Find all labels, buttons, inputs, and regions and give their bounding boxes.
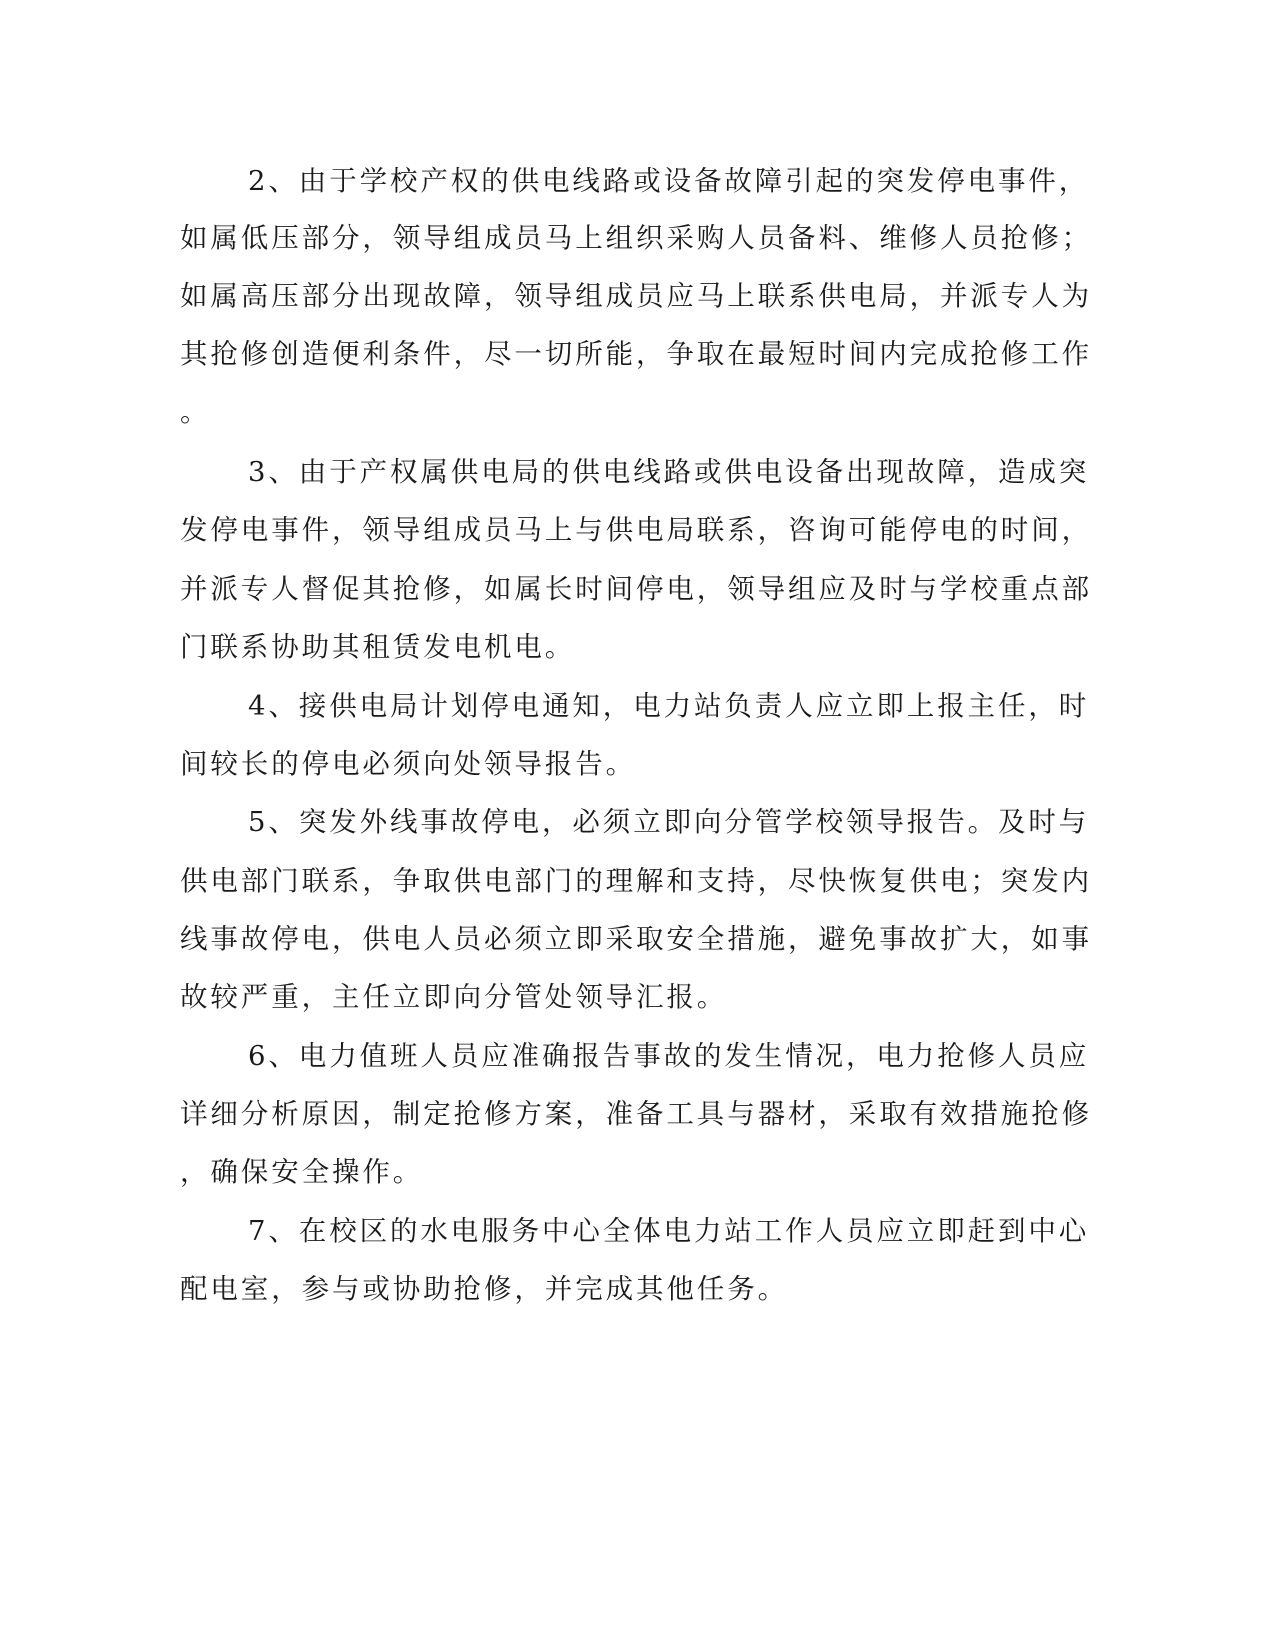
text-line: 如属高压部分出现故障，领导组成员应马上联系供电局，并派专人为 bbox=[180, 280, 1092, 312]
text-line: 6、电力值班人员应准确报告事故的发生情况，电力抢修人员应 bbox=[248, 1040, 1090, 1072]
text-line: 。 bbox=[180, 396, 211, 428]
text-line: 配电室，参与或协助抢修，并完成其他任务。 bbox=[180, 1273, 788, 1305]
text-line: 故较严重，主任立即向分管处领导汇报。 bbox=[180, 981, 728, 1013]
text-line: 发停电事件，领导组成员马上与供电局联系，咨询可能停电的时间， bbox=[180, 514, 1092, 546]
text-line: 门联系协助其租赁发电机电。 bbox=[180, 631, 576, 663]
text-line: 并派专人督促其抢修，如属长时间停电，领导组应及时与学校重点部 bbox=[180, 573, 1092, 605]
text-line: ，确保安全操作。 bbox=[180, 1156, 424, 1188]
text-line: 其抢修创造便利条件，尽一切所能，争取在最短时间内完成抢修工作 bbox=[180, 338, 1092, 370]
text-line: 供电部门联系，争取供电部门的理解和支持，尽快恢复供电；突发内 bbox=[180, 865, 1092, 897]
text-line: 5、突发外线事故停电，必须立即向分管学校领导报告。及时与 bbox=[248, 806, 1090, 838]
text-line: 如属低压部分，领导组成员马上组织采购人员备料、维修人员抢修； bbox=[180, 222, 1092, 254]
text-line: 4、接供电局计划停电通知，电力站负责人应立即上报主任，时 bbox=[248, 690, 1090, 722]
text-line: 3、由于产权属供电局的供电线路或供电设备出现故障，造成突 bbox=[248, 456, 1090, 488]
text-line: 7、在校区的水电服务中心全体电力站工作人员应立即赶到中心 bbox=[248, 1215, 1090, 1247]
text-line: 2、由于学校产权的供电线路或设备故障引起的突发停电事件， bbox=[248, 165, 1090, 197]
text-line: 线事故停电，供电人员必须立即采取安全措施，避免事故扩大，如事 bbox=[180, 923, 1092, 955]
text-line: 间较长的停电必须向处领导报告。 bbox=[180, 748, 636, 780]
text-line: 详细分析原因，制定抢修方案，准备工具与器材，采取有效措施抢修 bbox=[180, 1098, 1092, 1130]
